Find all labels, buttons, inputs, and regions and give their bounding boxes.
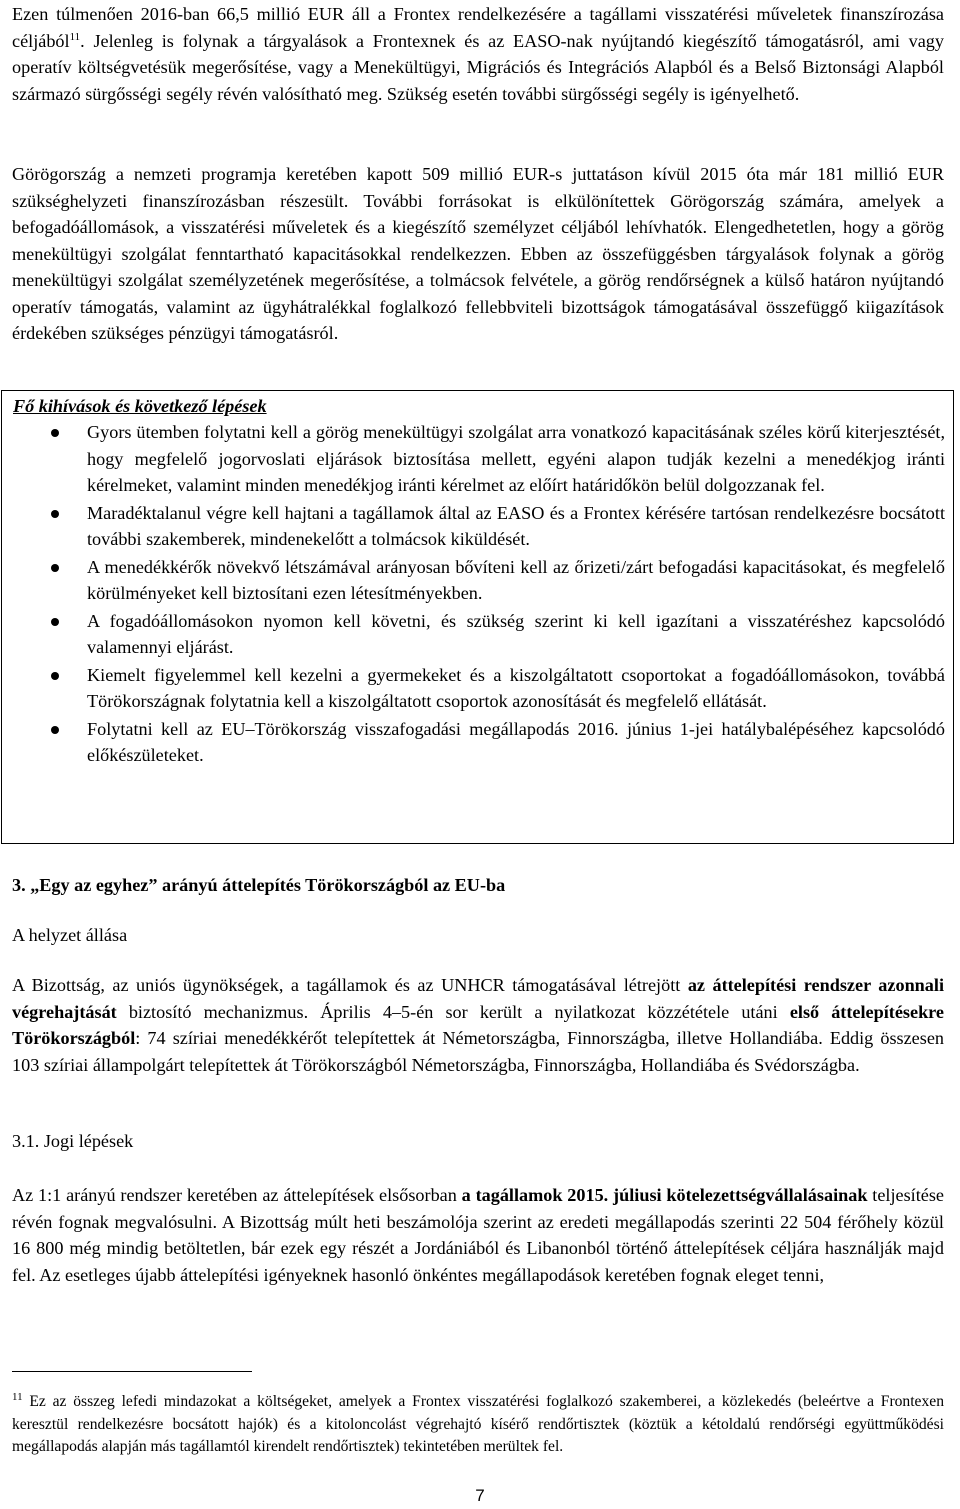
list-item: Gyors ütemben folytatni kell a görög menekültügyi szolgálat arra vonatkozó kapacitásának széles körű kiterjesztését, hogy megfelelő jogorvoslati eljárások biztosítása mellett, egyéni alapon tudják kezelni a menedékjog iránti kérelmeket, valamint minden menedékjog iránti kérelmet az előírt határidőkön belül dolgozzanak fel.	[2, 419, 945, 499]
section-heading: 3. „Egy az egyhez” arányú áttelepítés Törökországból az EU-ba	[12, 875, 506, 895]
list-item: Folytatni kell az EU–Törökország visszafogadási megállapodás 2016. június 1-jei hatálybalépéséhez kapcsolódó előkészületeket.	[2, 716, 945, 769]
bullet-icon	[51, 726, 59, 734]
bullet-icon	[51, 672, 59, 680]
list-item: A menedékkérők növekvő létszámával arányosan bővíteni kell az őrizeti/zárt befogadási kapacitásokat, és megfelelő körülményeket kell biztosítani ezen létesítményekben.	[2, 554, 945, 607]
bullet-icon	[51, 429, 59, 437]
footnote-separator	[12, 1371, 252, 1372]
challenges-box	[1, 390, 954, 844]
challenges-list	[2, 419, 952, 770]
bullet-icon	[51, 618, 59, 626]
footnote-reference[interactable]: 11	[69, 30, 81, 43]
page-number: 7	[475, 1486, 485, 1505]
list-item: Maradéktalanul végre kell hajtani a tagállamok által az EASO és a Frontex kérésére tartósan rendelkezésre bocsátott további szakemberek, mindenekelőtt a tolmácsok kiküldését.	[2, 500, 945, 553]
bullet-icon	[51, 510, 59, 518]
list-item: A fogadóállomásokon nyomon kell követni, és szükség szerint ki kell igazítani a visszatéréshez kapcsolódó valamennyi eljárást.	[2, 608, 945, 661]
bullet-icon	[51, 564, 59, 572]
paragraph-text: . Jelenleg is folynak a tárgyalások a Frontexnek és az EASO-nak nyújtandó kiegészítő támogatásról, ami vagy operatív költségvetésük megerősítése, vagy a Menekültügyi, Migrációs és Integrációs Alapból és a Belső Biztonsági Alapból származó sürgősségi segély révén valósítható meg. Szükség esetén további sürgősségi segély is igényelhető.	[12, 30, 944, 104]
paragraph-frontex-funding	[12, 1, 944, 107]
paragraph-text: Ezen túlmenően 2016-ban 66,5 millió EUR áll a Frontex rendelkezésére a tagállami visszatérési műveletek finanszírozása céljából	[12, 4, 944, 51]
section-subtitle: A helyzet állása	[12, 925, 128, 945]
paragraph-legal-steps: Az 1:1 arányú rendszer keretében az áttelepítések elsősorban a tagállamok 2015. júliusi kötelezettségvállalásainak teljesítése révén fognak megvalósulni. A Bizottság múlt heti beszámolója szerint az eredeti megállapodás szerinti 22 504 férőhely közül 16 800 még mindig betöltetlen, bár ezek egy részét a Jordániából és Libanonból történő áttelepítések céljára használják majd fel. Az esetleges újabb áttelepítési igényeknek hasonló önkéntes megállapodások keretében fognak eleget tenni,	[12, 1185, 944, 1285]
box-title: Fő kihívások és következő lépések	[13, 396, 267, 416]
paragraph-greece-funding: Görögország a nemzeti programja keretében kapott 509 millió EUR-s juttatáson kívül 2015 óta már 181 millió EUR szükséghelyzeti finanszírozásban részesült. További forrásokat is elkülönítettek Görögország számára, amelyek a befogadóállomások, a visszatérési műveletek és a kiegészítő személyzet céljából lehívhatók. Elengedhetetlen, hogy a görög menekültügyi szolgálat fenntartható kapacitásokkal rendelkezzen. Ebben az összefüggésben tárgyalások folynak a görög menekültügyi szolgálat személyzetének megerősítése, a tolmácsok felvétele, a görög rendőrségnek a külső határon nyújtandó operatív támogatás, valamint az ügyhátralékkal foglalkozó fellebbviteli bizottságok támogatásával összefüggő kiigazítások érdekében szükséges pénzügyi támogatásról.	[12, 164, 944, 343]
footnote-number: 11	[12, 1390, 23, 1403]
footnote: $^{11}$ Ez az összeg lefedi mindazokat a költségeket, amelyek a Frontex visszatérési foglalkozó szakemberei, a közlekedés (beleértve a Frontexen keresztül rendelkezésre bocsátott hajók) és a kitoloncolást végrehajtó kísérő rendőrtisztek (köztük a kétoldalú rendőrségi együttműködési megállapodás alapján más tagállamtól kirendelt rendőrtisztek) tekintetében merültek fel.	[12, 1390, 944, 1455]
list-item: Kiemelt figyelemmel kell kezelni a gyermekeket és a kiszolgáltatott csoportokat a fogadóállomásokon, továbbá Törökországnak folytatnia kell a kiszolgáltatott csoportok azonosítását és megfelelő ellátását.	[2, 662, 945, 715]
subsection-heading: 3.1. Jogi lépések	[12, 1131, 134, 1151]
paragraph-resettlement-status: A Bizottság, az uniós ügynökségek, a tagállamok és az UNHCR támogatásával létrejött az áttelepítési rendszer azonnali végrehajtását biztosító mechanizmus. Április 4–5-én sor került a nyilatkozat közzététele utáni első áttelepítésekre Törökországból: 74 szíriai menedékkérőt telepítettek át Németországba, Finnországba, illetve Hollandiába. Eddig összesen 103 szíriai állampolgárt telepítettek át Törökországból Németországba, Finnországba, Hollandiába és Svédországba.	[12, 975, 945, 1075]
